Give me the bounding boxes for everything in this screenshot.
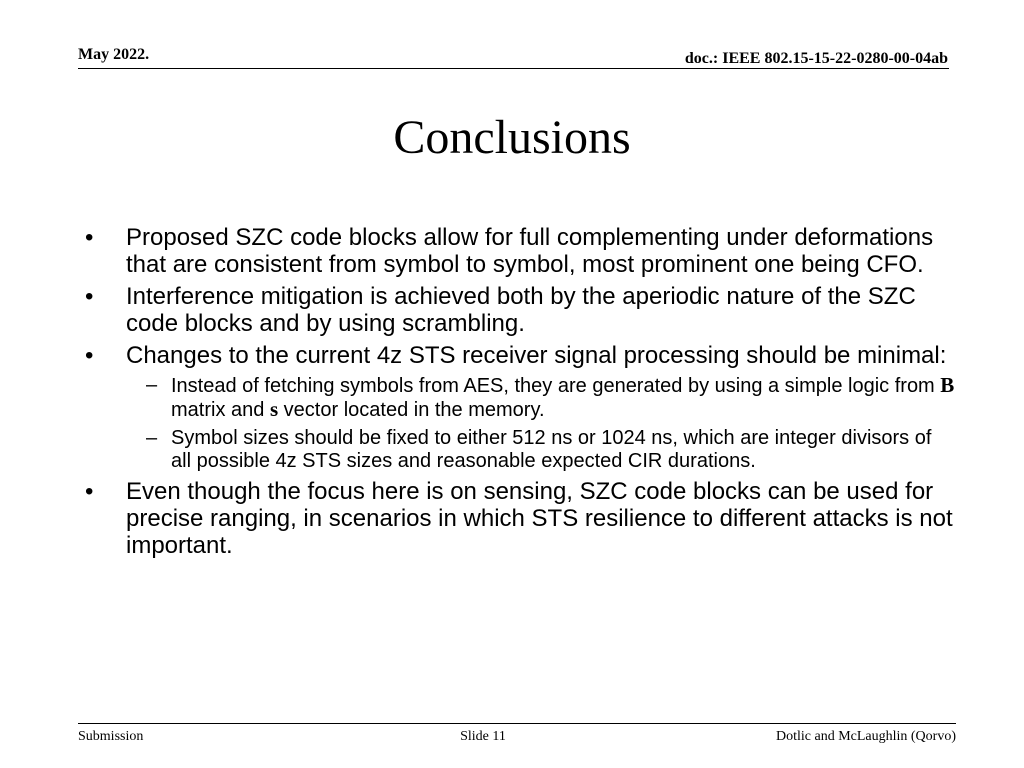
- slide-title: Conclusions: [393, 111, 631, 164]
- matrix-symbol: B: [940, 373, 955, 397]
- bullet-text: Interference mitigation is achieved both by the aperiodic nature of the SZC code blocks and by using scrambling.: [126, 283, 916, 337]
- bullet-marker: •: [85, 283, 94, 310]
- bullet-item: [85, 283, 955, 337]
- header-rule: [78, 68, 949, 69]
- bullet-text: Proposed SZC code blocks allow for full complementing under deformations that are consistent from symbol to symbol, most prominent one being CFO.: [126, 224, 934, 278]
- bullet-text: Even though the focus here is on sensing, SZC code blocks can be used for precise ranging, in scenarios in which STS resilience to different attacks is not important.: [126, 478, 953, 559]
- vector-symbol: s: [269, 397, 279, 421]
- sub-bullet-item: [146, 374, 955, 422]
- header-doc-id: doc.: IEEE 802.15-15-22-0280-00-04ab: [684, 50, 948, 67]
- sub-bullet-text: Instead of fetching symbols from AES, they are generated by using a simple logic from B matrix and s vector located in the memory.: [171, 373, 955, 421]
- footer-rule: [78, 723, 956, 724]
- footer-slide-number: Slide 11: [460, 729, 506, 744]
- bullet-text: Changes to the current 4z STS receiver signal processing should be minimal:: [126, 342, 947, 369]
- slide-body: [85, 224, 955, 564]
- sub-bullet-text: Symbol sizes should be fixed to either 512 ns or 1024 ns, which are integer divisors of all possible 4z STS sizes and reasonable expected CIR durations.: [171, 427, 932, 472]
- footer-submission: Submission: [78, 729, 144, 744]
- bullet-item: [85, 478, 955, 559]
- bullet-marker: •: [85, 224, 94, 251]
- bullet-marker: •: [85, 478, 94, 505]
- bullet-item: [85, 342, 955, 369]
- sub-bullet-item: [146, 427, 955, 473]
- footer-authors: Dotlic and McLaughlin (Qorvo): [775, 729, 956, 744]
- sub-bullet-marker: –: [146, 374, 158, 396]
- bullet-marker: •: [85, 342, 94, 369]
- bullet-item: [85, 224, 955, 278]
- sub-bullet-marker: –: [146, 427, 158, 449]
- header-date: May 2022.: [78, 46, 150, 63]
